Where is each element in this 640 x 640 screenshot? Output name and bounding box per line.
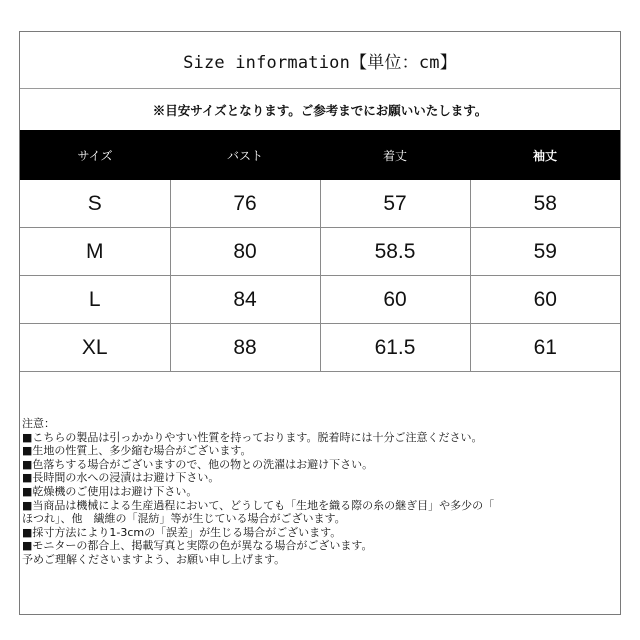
header-size: サイズ [20,130,170,180]
cell-length: 60 [320,276,470,324]
header-bust: バスト [170,130,320,180]
header-length: 着丈 [320,130,470,180]
cell-size: L [20,276,170,324]
care-notes [20,372,620,567]
size-chart-sheet [19,31,621,615]
table-row [20,228,620,276]
notes-heading: 注意： [22,417,55,430]
cell-size: XL [20,324,170,372]
note-line: ほつれ」、他 繊維の「混紡」等が生じている場合がございます。 [22,512,346,526]
cell-sleeve: 58 [470,180,620,228]
table-row [20,180,620,228]
cell-length: 58.5 [320,228,470,276]
note-line: ■乾燥機のご使用はお避け下さい。 [22,484,198,498]
cell-length: 57 [320,180,470,228]
size-guide-note: ※目安サイズとなります。ご参考までにお願いいたします。 [152,102,488,118]
size-table-header-row [20,130,620,180]
cell-sleeve: 59 [470,228,620,276]
note-line: ■こちらの製品は引っかかりやすい性質を持っております。脱着時には十分ご注意ください。 [22,430,483,444]
table-row [20,276,620,324]
note-closing: 予めご理解くださいますよう、お願い申し上げます。 [22,552,286,566]
note-line: ■採寸方法により1-3cmの「誤差」が生じる場合がございます。 [22,525,342,539]
note-line: ■色落ちする場合がございますので、他の物との洗濯はお避け下さい。 [22,457,374,471]
cell-bust: 80 [170,228,320,276]
cell-size: S [20,180,170,228]
cell-bust: 88 [170,324,320,372]
cell-sleeve: 61 [470,324,620,372]
note-line: ■生地の性質上、多少縮む場合がございます。 [22,444,252,458]
size-info-title: Size information【単位：cm】 [20,32,620,89]
note-line: ■当商品は機械による生産過程において、どうしても「生地を織る際の糸の継ぎ目」や多少の「 [22,498,495,512]
cell-bust: 84 [170,276,320,324]
cell-length: 61.5 [320,324,470,372]
table-row [20,324,620,372]
note-line: ■モニターの都合上、掲載写真と実際の色が異なる場合がございます。 [22,539,373,553]
size-table [20,130,620,372]
header-sleeve: 袖丈 [470,130,620,180]
cell-sleeve: 60 [470,276,620,324]
cell-size: M [20,228,170,276]
cell-bust: 76 [170,180,320,228]
note-line: ■長時間の水への浸漬はお避け下さい。 [22,471,220,485]
